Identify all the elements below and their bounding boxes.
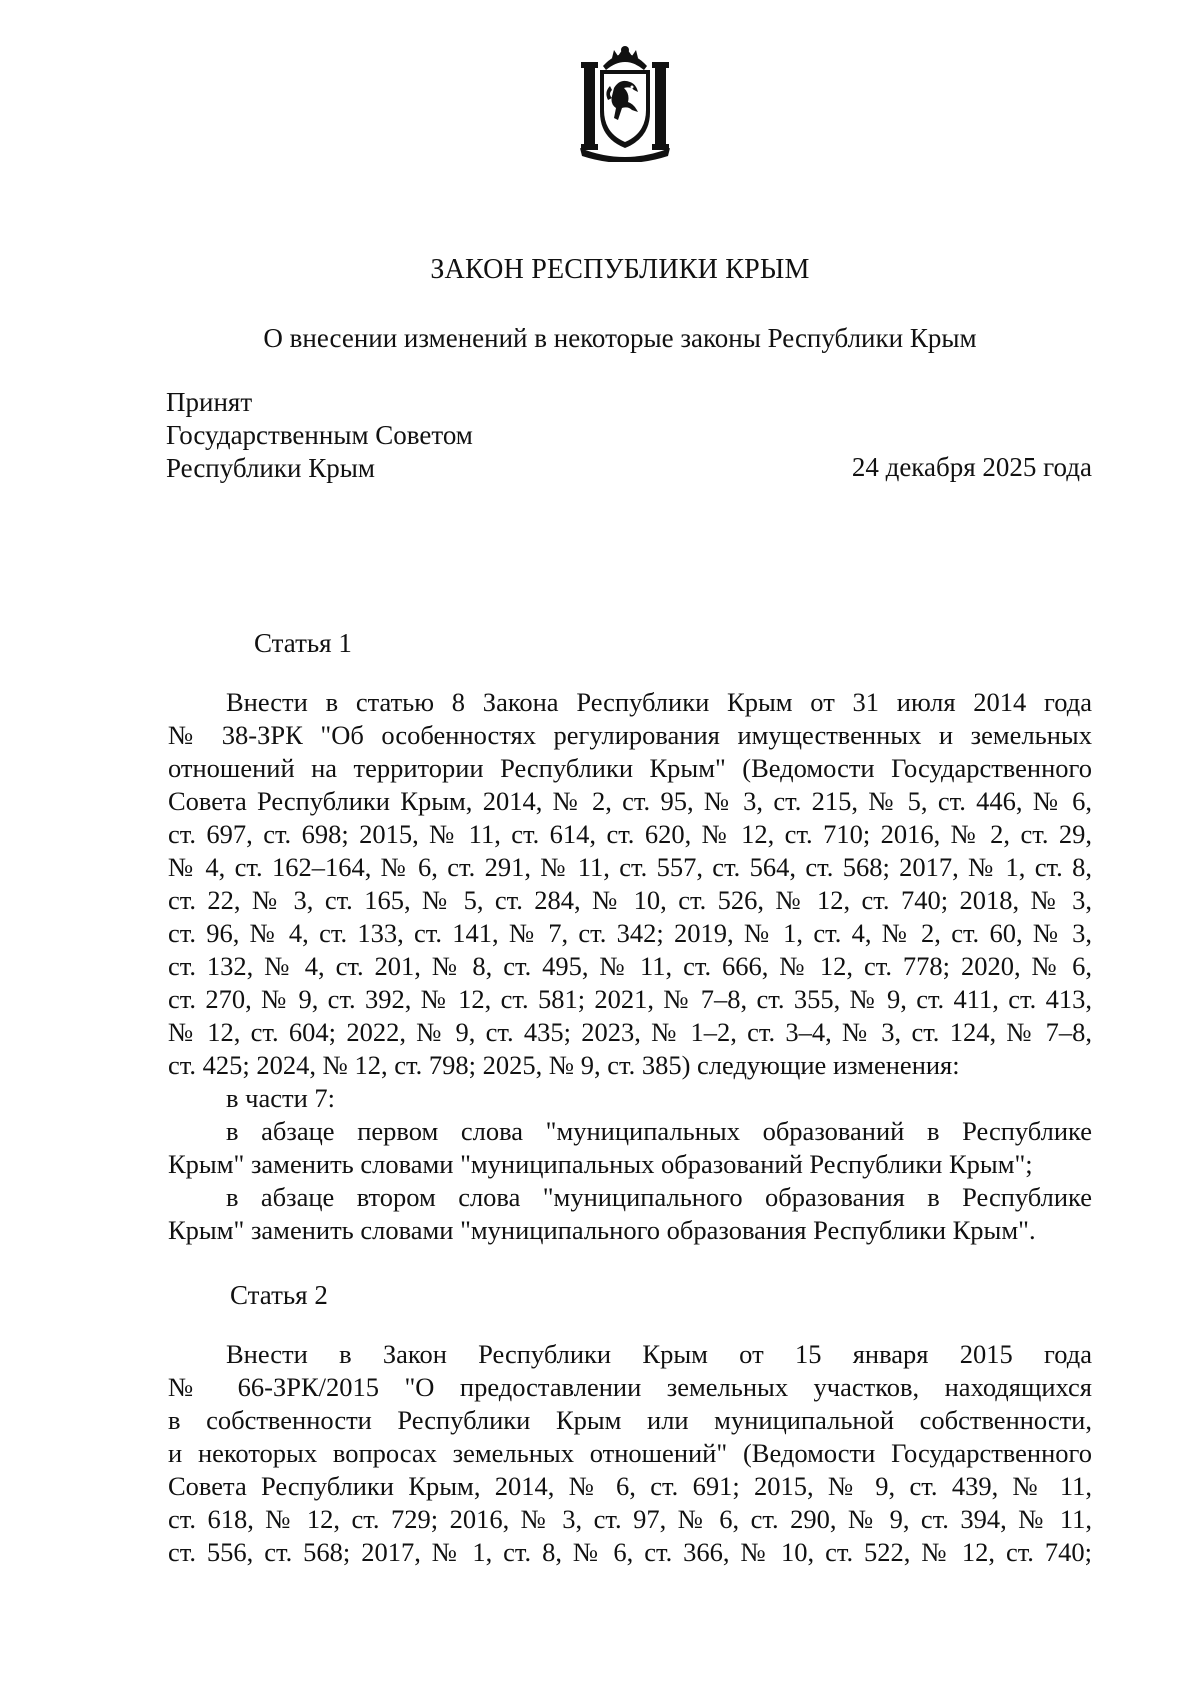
article-1-line: Внести в статью 8 Закона Республики Крым от 31 июля 2014 года: [226, 687, 1092, 717]
article-1-line: № 12, ст. 604; 2022, № 9, ст. 435; 2023, № 1–2, ст. 3–4, № 3, ст. 124, № 7–8,: [168, 1017, 1092, 1047]
article-2-line: Внести в Закон Республики Крым от 15 января 2015 года: [226, 1339, 1092, 1369]
article-2-line: ст. 618, № 12, ст. 729; 2016, № 3, ст. 97, № 6, ст. 290, № 9, ст. 394, № 11,: [168, 1504, 1092, 1534]
article-1-line: ст. 22, № 3, ст. 165, № 5, ст. 284, № 10, ст. 526, № 12, ст. 740; 2018, № 3,: [168, 885, 1092, 915]
adoption-line-1: Принят: [166, 387, 253, 417]
article-2-line: Совета Республики Крым, 2014, № 6, ст. 691; 2015, № 9, ст. 439, № 11,: [168, 1471, 1092, 1501]
article-1-part7: в части 7:: [226, 1083, 335, 1113]
article-1-line: Совета Республики Крым, 2014, № 2, ст. 95, № 3, ст. 215, № 5, ст. 446, № 6,: [168, 786, 1092, 816]
article-1-line: ст. 425; 2024, № 12, ст. 798; 2025, № 9, ст. 385) следующие изменения:: [168, 1050, 960, 1080]
article-2-line: и некоторых вопросах земельных отношений" (Ведомости Государственного: [168, 1438, 1092, 1468]
article-1-heading: Статья 1: [254, 628, 352, 658]
article-1-para2-line2: Крым" заменить словами "муниципального образования Республики Крым".: [168, 1215, 1036, 1245]
adoption-line-3: Республики Крым: [166, 453, 375, 483]
document-title: ЗАКОН РЕСПУБЛИКИ КРЫМ: [430, 254, 810, 285]
document-subtitle: О внесении изменений в некоторые законы Республики Крым: [263, 323, 977, 353]
article-1-body: [168, 686, 1092, 1247]
adoption-block: [166, 386, 473, 485]
article-1-line: ст. 697, ст. 698; 2015, № 11, ст. 614, ст. 620, № 12, ст. 710; 2016, № 2, ст. 29,: [168, 819, 1092, 849]
article-1-para1-line1: в абзаце первом слова "муниципальных образований в Республике: [226, 1116, 1092, 1146]
adoption-date: 24 декабря 2025 года: [851, 452, 1092, 482]
article-2-line: № 66-ЗРК/2015 "О предоставлении земельных участков, находящихся: [168, 1372, 1092, 1402]
adoption-line-2: Государственным Советом: [166, 420, 473, 450]
article-2-heading: Статья 2: [230, 1280, 328, 1310]
article-1-para1-line2: Крым" заменить словами "муниципальных образований Республики Крым";: [168, 1149, 1033, 1179]
article-1-line: отношений на территории Республики Крым" (Ведомости Государственного: [168, 753, 1092, 783]
article-1-para2-line1: в абзаце втором слова "муниципального образования в Республике: [226, 1182, 1092, 1212]
crimea-coat-of-arms-icon: [578, 40, 672, 162]
article-2-line: ст. 556, ст. 568; 2017, № 1, ст. 8, № 6, ст. 366, № 10, ст. 522, № 12, ст. 740;: [168, 1537, 1092, 1567]
article-1-line: № 4, ст. 162–164, № 6, ст. 291, № 11, ст. 557, ст. 564, ст. 568; 2017, № 1, ст. 8,: [168, 852, 1092, 882]
article-1-line: ст. 132, № 4, ст. 201, № 8, ст. 495, № 11, ст. 666, № 12, ст. 778; 2020, № 6,: [168, 951, 1092, 981]
article-1-line: ст. 96, № 4, ст. 133, ст. 141, № 7, ст. 342; 2019, № 1, ст. 4, № 2, ст. 60, № 3,: [168, 918, 1092, 948]
article-2-line: в собственности Республики Крым или муниципальной собственности,: [168, 1405, 1092, 1435]
article-2-body: [168, 1338, 1092, 1569]
article-1-line: ст. 270, № 9, ст. 392, № 12, ст. 581; 2021, № 7–8, ст. 355, № 9, ст. 411, ст. 413,: [168, 984, 1092, 1014]
article-1-line: № 38-ЗРК "Об особенностях регулирования имущественных и земельных: [168, 720, 1092, 750]
